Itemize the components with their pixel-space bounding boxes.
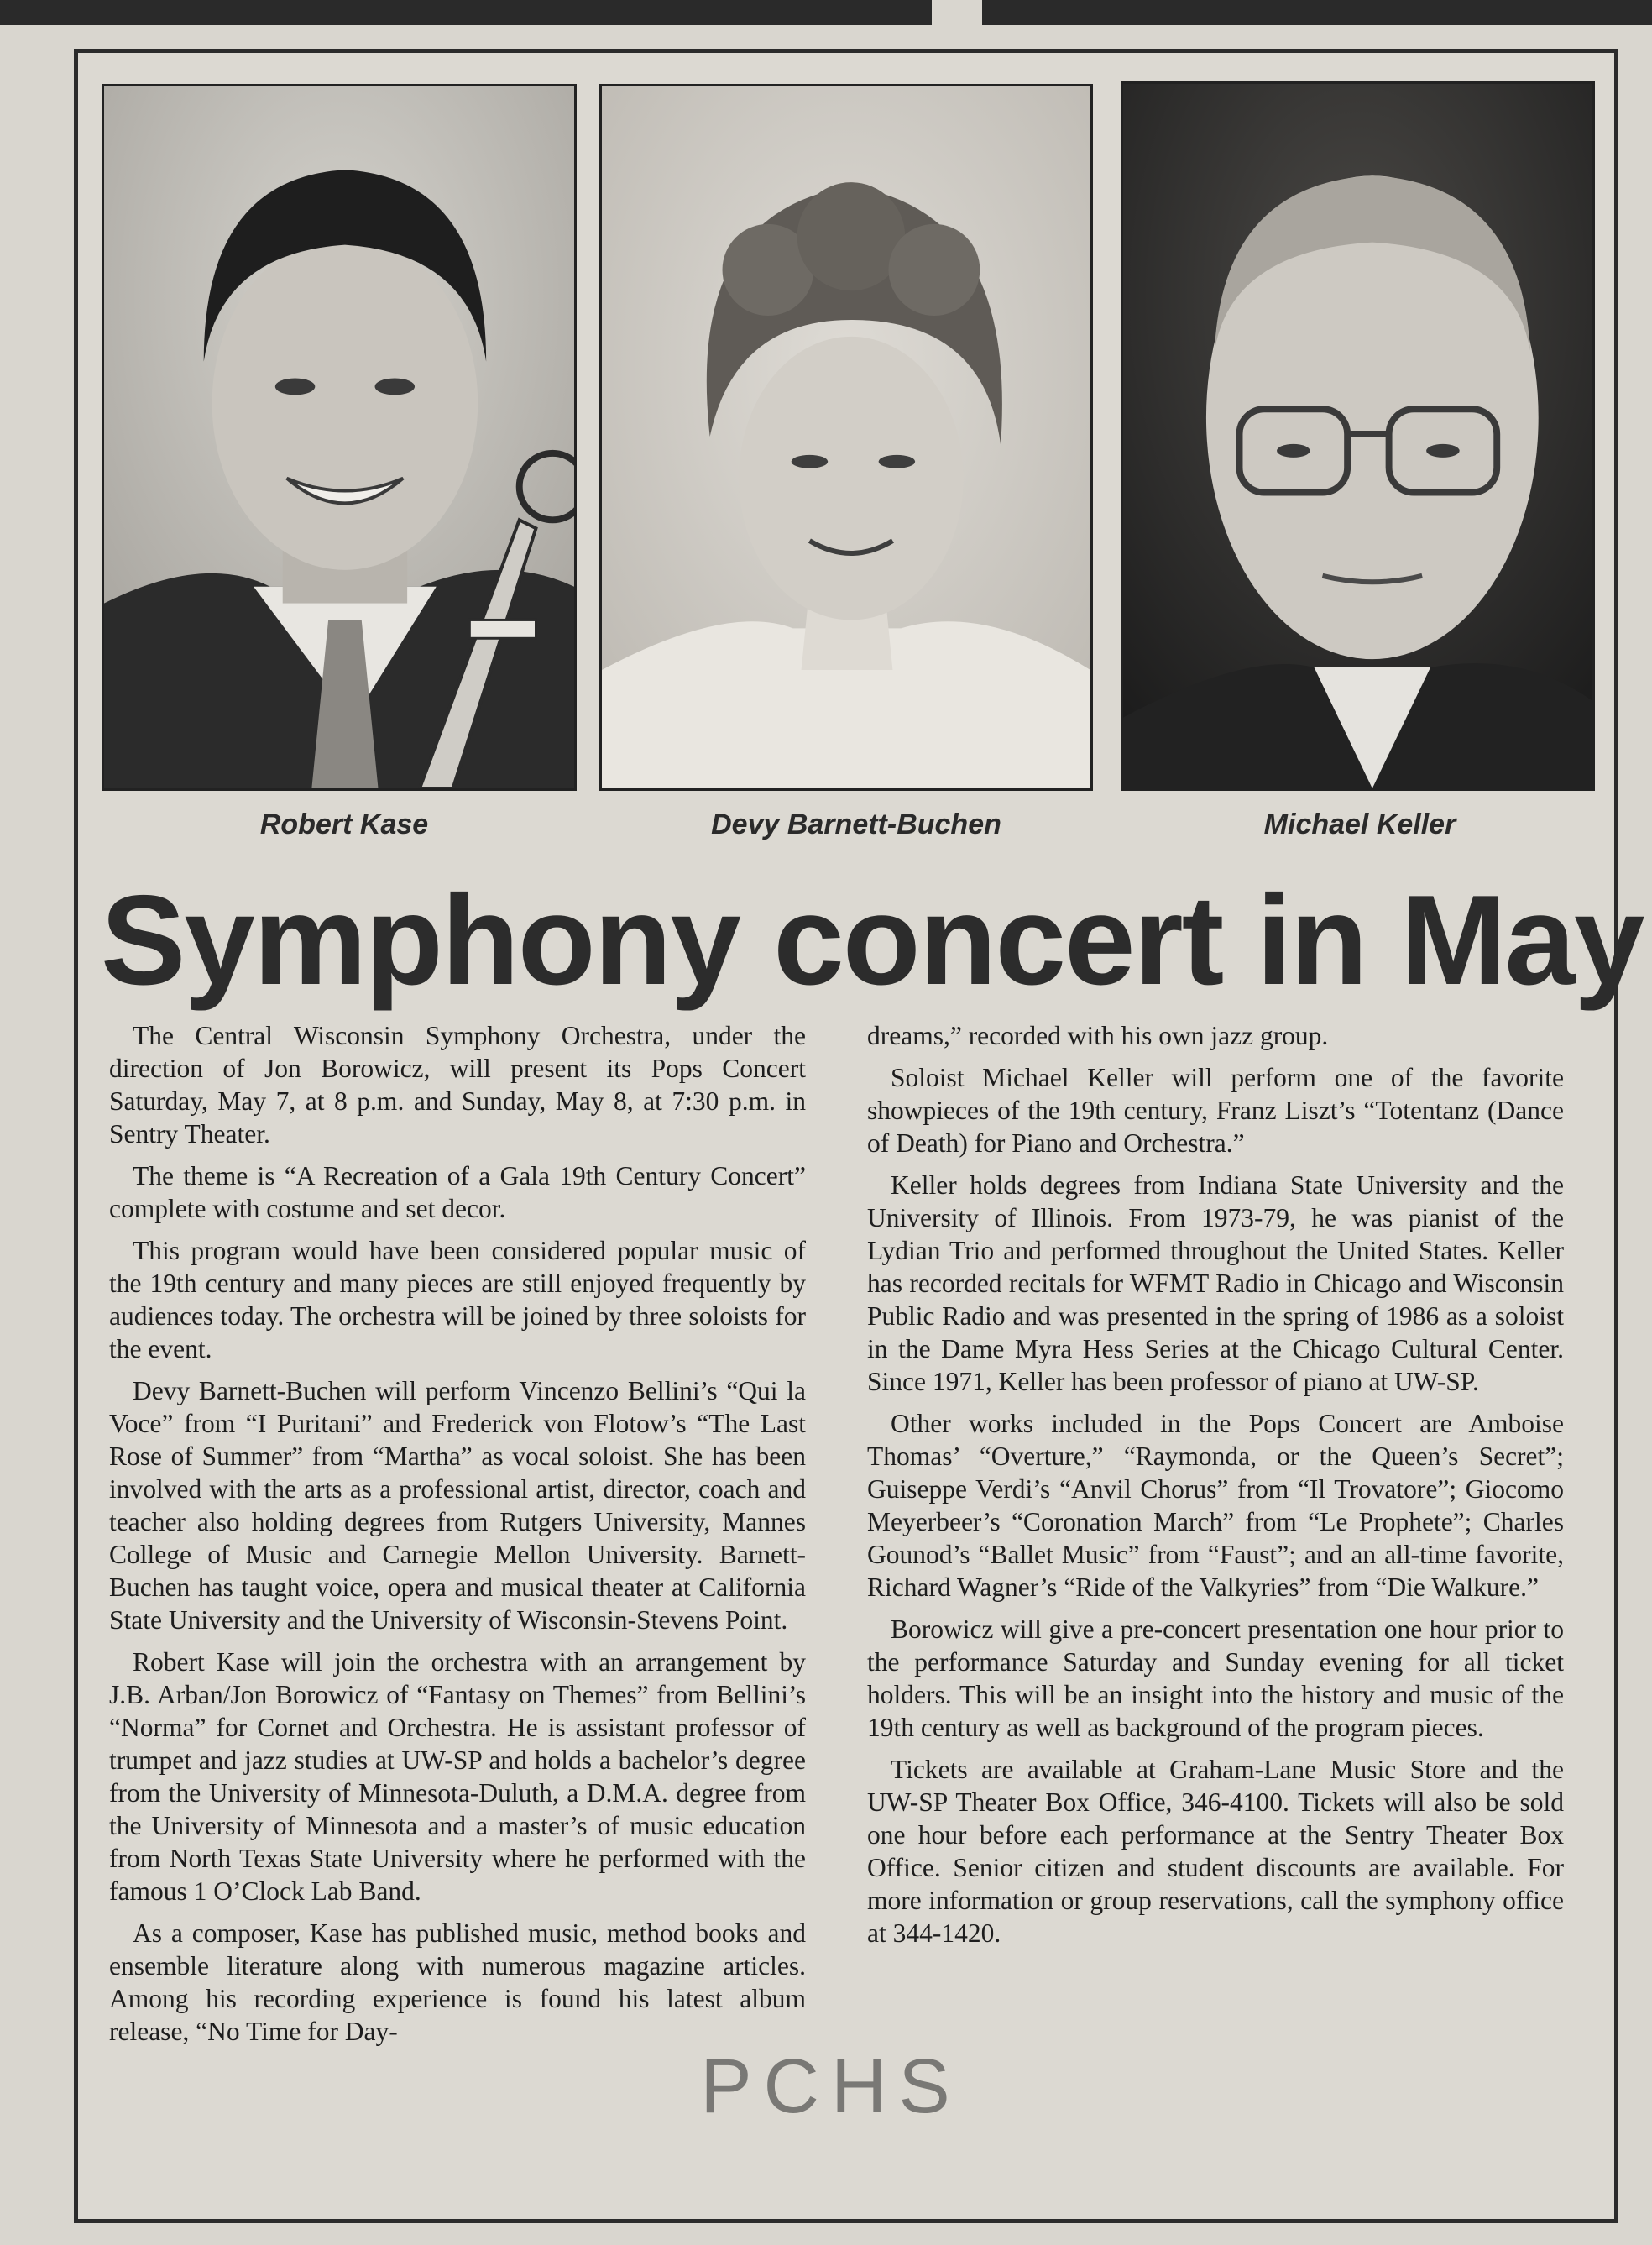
paragraph: Soloist Michael Keller will perform one of the favorite showpieces of the 19th century, Franz Liszt’s “Totentanz (Dance of Death) for Piano and Orchestra.” bbox=[867, 1063, 1564, 1158]
paragraph: Devy Barnett-Buchen will perform Vincenzo Bellini’s “Qui la Voce” from “I Puritani” and Frederick von Flotow’s “The Last Rose of Summer” from “Martha” as vocal soloist. She has been involved with the arts as a professional artist, director, coach and teacher also holding degrees from Rutgers University, Mannes College of Music and Carnegie Mellon University. Barnett-Buchen has taught voice, opera and musical theater at California State University and the University of Wisconsin-Stevens Point. bbox=[109, 1376, 806, 1635]
paragraph: The Central Wisconsin Symphony Orchestra, under the direction of Jon Borowicz, will present its Pops Concert Saturday, May 7, at 8 p.m. and Sunday, May 8, at 7:30 p.m. in Sentry Theater. bbox=[109, 1021, 806, 1149]
paragraph-continuation: dreams,” recorded with his own jazz group. bbox=[867, 1021, 1329, 1050]
paragraph: Borowicz will give a pre-concert presentation one hour prior to the performance Saturday and Sunday evening for all ticket holders. This will be an insight into the history and music of the 19th century as well as background of the program pieces. bbox=[867, 1614, 1564, 1742]
headline: Symphony concert in May bbox=[101, 869, 1644, 1012]
paragraph: Other works included in the Pops Concert are Amboise Thomas’ “Overture,” “Raymonda, or the Queen’s Secret”; Guiseppe Verdi’s “Anvil Chorus” from “Il Trovatore”; Giocomo Meyerbeer’s “Coronation March” from “Le Prophete”; Charles Gounod’s “Ballet Music” from “Faust”; and an all-time favorite, Richard Wagner’s “Ride of the Valkyries” from “Die Walkure.” bbox=[867, 1409, 1564, 1602]
paragraph: This program would have been considered popular music of the 19th century and many pieces are still enjoyed frequently by audiences today. The orchestra will be joined by three soloists for the event. bbox=[109, 1236, 806, 1363]
paragraph: Tickets are available at Graham-Lane Music Store and the UW-SP Theater Box Office, 346-4100. Tickets will also be sold one hour before each performance at the Sentry Theater Box Office. Senior citizen and student discounts are available. For more information or group reservations, call the symphony office at 344-1420. bbox=[867, 1755, 1564, 1948]
paragraph: Robert Kase will join the orchestra with an arrangement by J.B. Arban/Jon Borowicz of “Fantasy on Themes” from Bellini’s “Norma” for Cornet and Orchestra. He is assistant professor of trumpet and jazz studies at UW-SP and holds a bachelor’s degree from the University of Minnesota-Duluth, a D.M.A. degree from the University of Minnesota and a master’s of music education from North Texas State University where he performed with the famous 1 O’Clock Lab Band. bbox=[109, 1647, 806, 1906]
caption-devy-barnett-buchen: Devy Barnett-Buchen bbox=[711, 809, 1001, 840]
photo-devy-barnett-buchen bbox=[599, 84, 1093, 791]
paragraph: The theme is “A Recreation of a Gala 19th Century Concert” complete with costume and set decor. bbox=[109, 1161, 806, 1223]
caption-michael-keller: Michael Keller bbox=[1263, 809, 1456, 840]
watermark: PCHS bbox=[700, 2044, 962, 2129]
photo-michael-keller bbox=[1121, 81, 1595, 791]
paragraph: As a composer, Kase has published music, method books and ensemble literature along with numerous magazine articles. Among his recording experience is found his latest album release, “No Time for Day- bbox=[109, 1918, 806, 2046]
photo-robert-kase bbox=[102, 84, 577, 791]
paragraph: Keller holds degrees from Indiana State University and the University of Illinois. From 1973-79, he was pianist of the Lydian Trio and performed throughout the United States. Keller has recorded recitals for WFMT Radio in Chicago and Wisconsin Public Radio and was presented in the spring of 1986 as a soloist in the Dame Myra Hess Series at the Chicago Cultural Center. Since 1971, Keller has been professor of piano at UW-SP. bbox=[867, 1170, 1564, 1396]
article-column-right bbox=[867, 1019, 1564, 1959]
caption-robert-kase: Robert Kase bbox=[259, 809, 429, 840]
masthead-strip bbox=[0, 0, 1652, 25]
article-column-left bbox=[109, 1019, 806, 2057]
